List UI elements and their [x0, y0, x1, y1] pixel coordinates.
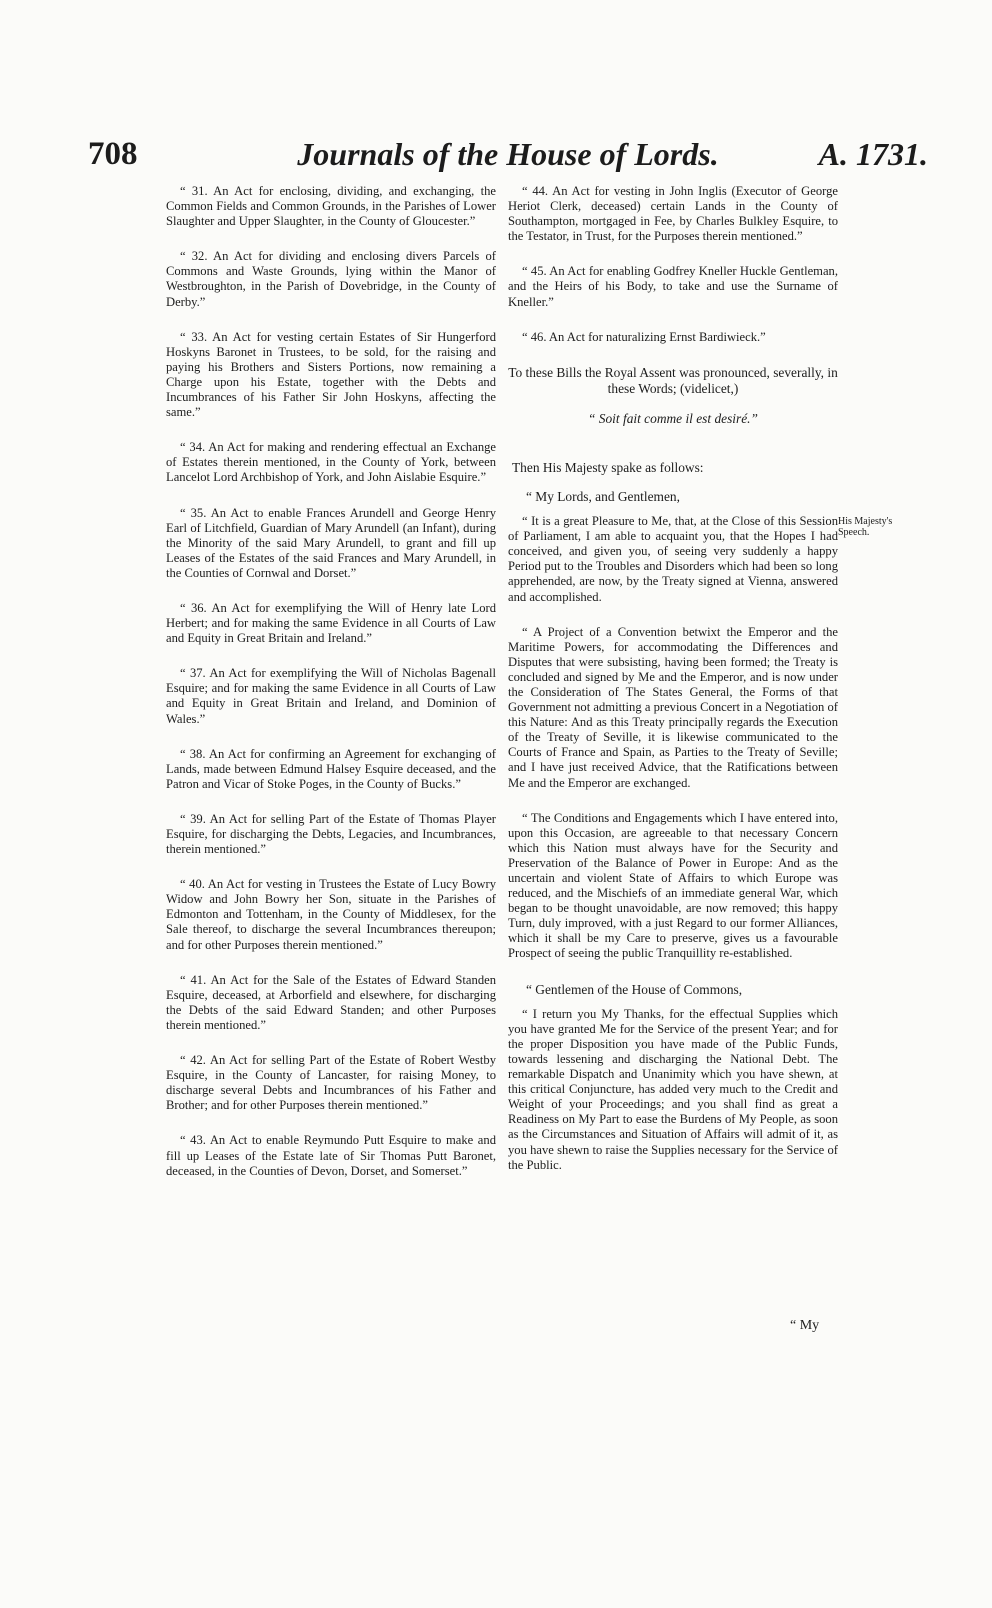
- act-paragraph: “ 45. An Act for enabling Godfrey Kneller Huckle Gentleman, and the Heirs of his Body, to take and use the Surname of Kneller.”: [508, 264, 838, 309]
- running-title: Journals of the House of Lords.: [297, 136, 719, 172]
- act-paragraph: “ 46. An Act for naturalizing Ernst Bardiwieck.”: [522, 329, 766, 344]
- act-paragraph: “ 36. An Act for exemplifying the Will of Henry late Lord Herbert; and for making the same Evidence in all Courts of Law and Equity in Great Britain and Ireland.”: [166, 600, 496, 646]
- act-paragraph: “ 32. An Act for dividing and enclosing divers Parcels of Commons and Waste Grounds, lying within the Manor of Westbroughton, in the Parish of Dovebridge, in the County of Derby.”: [166, 249, 496, 309]
- act-paragraph: “ 38. An Act for confirming an Agreement for exchanging of Lands, made between Edmund Halsey Esquire deceased, and the Patron and Vicar of Stoke Poges, in the County of Bucks.”: [166, 746, 496, 791]
- speech-intro: Then His Majesty spake as follows:: [512, 459, 704, 475]
- act-paragraph: “ 31. An Act for enclosing, dividing, and exchanging, the Common Fields and Common Grounds, in the Parishes of Lower Slaughter and Upper Slaughter, in the County of Gloucester.”: [166, 184, 496, 229]
- page-header: [88, 136, 928, 176]
- salutation-commons: “ Gentlemen of the House of Commons,: [526, 981, 743, 997]
- royal-assent-note: To these Bills the Royal Assent was pronounced, severally, in these Words; (videlicet,): [508, 364, 838, 396]
- assent-formula: “ Soit fait comme il est desiré.”: [588, 410, 758, 426]
- speech-paragraph: “ The Conditions and Engagements which I have entered into, upon this Occasion, are agreeable to that necessary Concern which this Nation must always have for the Security and Preservation of the Balance of Power in Europe: And as the uncertain and violent State of Affairs to which Europe was reduced, and the Mischiefs of an immediate general War, which began to be thought unavoidable, are now removed; this happy Turn, duly improved, with a just Regard to our former Alliances, which it shall be my Care to preserve, gives us a favourable Prospect of seeing the public Tranquillity re-established.: [508, 810, 838, 961]
- speech-paragraph: “ A Project of a Convention betwixt the Emperor and the Maritime Powers, for accommodating the Differences and Disputes that were subsisting, having been formed; the Treaty is concluded and signed by Me and the Emperor, and is now under the Consideration of The States General, the Forms of that Government not admitting a previous Concert in a Negotiation of this Nature: And as this Treaty principally regards the Execution of the Treaty of Seville, it is likewise communicated to the Courts of France and Spain, as Parties to the Treaty of Seville; and I have just received Advice, that the Ratifications between Me and the Emperor are exchanged.: [508, 624, 838, 790]
- act-paragraph: “ 41. An Act for the Sale of the Estates of Edward Standen Esquire, deceased, at Arborfield and elsewhere, for discharging the Debts of the said Edward Standen; and other Purposes therein mentioned.”: [166, 972, 496, 1032]
- act-paragraph: “ 42. An Act for selling Part of the Estate of Robert Westby Esquire, in the County of Lancaster, for raising Money, to discharge several Debts and Incumbrances of his Father and Brother; and for other Purposes therein mentioned.”: [166, 1053, 496, 1113]
- page-number: 708: [88, 136, 138, 172]
- act-paragraph: “ 37. An Act for exemplifying the Will of Nicholas Bagenall Esquire; and for making the same Evidence in all Courts of Law and Equity in Great Britain and Ireland, and Dominion of Wales.”: [166, 666, 496, 726]
- act-paragraph: “ 33. An Act for vesting certain Estates of Sir Hungerford Hoskyns Baronet in Trustees, to be sold, for the raising and paying his Brothers and Sisters Portions, now remaining a Charge upon his Estate, together with the Debts and Incumbrances of his Father Sir John Hoskyns, affecting the same.”: [166, 329, 496, 420]
- left-column: [166, 184, 496, 1199]
- act-paragraph: “ 39. An Act for selling Part of the Estate of Thomas Player Esquire, for discharging the Debts, Legacies, and Incumbrances, therein mentioned.”: [166, 811, 496, 857]
- act-paragraph: “ 34. An Act for making and rendering effectual an Exchange of Estates therein mentioned, in the County of York, between Lancelot Lord Archbishop of York, and John Aislabie Esquire.”: [166, 440, 496, 485]
- act-paragraph: “ 44. An Act for vesting in John Inglis (Executor of George Heriot Clerk, deceased) certain Lands in the County of Southampton, mortgaged in Fee, by Charles Bulkley Esquire, to the Testator, in Trust, for the Purposes therein mentioned.”: [508, 184, 838, 244]
- speech-paragraph: “ I return you My Thanks, for the effectual Supplies which you have granted Me for the Service of the present Year; and for the proper Disposition you have made of the Public Funds, towards lessening and discharging the National Debt. The remarkable Dispatch and Unanimity which you have shewn, at this critical Conjuncture, has added very much to the Credit and Weight of your Proceedings; and you shall find as great a Readiness on My Part to ease the Burdens of My People, as soon as the Circumstances and Situation of Affairs will admit of it, as you have shewn to raise the Supplies necessary for the Service of the Public.: [508, 1006, 838, 1172]
- act-paragraph: “ 35. An Act to enable Frances Arundell and George Henry Earl of Litchfield, Guardian of Mary Arundell (an Infant), during the Minority of the said Mary Arundell, to grant and fill up Leases of the Estates of the said Frances and Mary Arundell, in the Counties of Cornwal and Dorset.”: [166, 505, 496, 580]
- marginal-note: His Majesty's Speech.: [838, 516, 893, 538]
- speech-paragraph: “ It is a great Pleasure to Me, that, at the Close of this Session of Parliament, I am able to acquaint you, that the Hopes I had conceived, and given you, of seeing very suddenly a happy Period put to the Troubles and Disorders which had been so long apprehended, are now, by the Treaty signed at Vienna, answered and accomplished.: [508, 514, 838, 604]
- act-paragraph: “ 43. An Act to enable Reymundo Putt Esquire to make and fill up Leases of the Estate late of Sir Thomas Putt Baronet, deceased, in the Counties of Devon, Dorset, and Somerset.”: [166, 1133, 496, 1178]
- catchword: “ My: [790, 1318, 820, 1333]
- act-paragraph: “ 40. An Act for vesting in Trustees the Estate of Lucy Bowry Widow and John Bowry her Son, situate in the Parishes of Edmonton and Tottenham, in the County of Middlesex, for the Sale thereof, to discharge the several Incumbrances thereupon; and for other Purposes therein mentioned.”: [166, 877, 496, 952]
- right-column: [508, 184, 838, 1193]
- year-mark: A. 1731.: [818, 136, 928, 172]
- salutation-lords: “ My Lords, and Gentlemen,: [526, 488, 680, 504]
